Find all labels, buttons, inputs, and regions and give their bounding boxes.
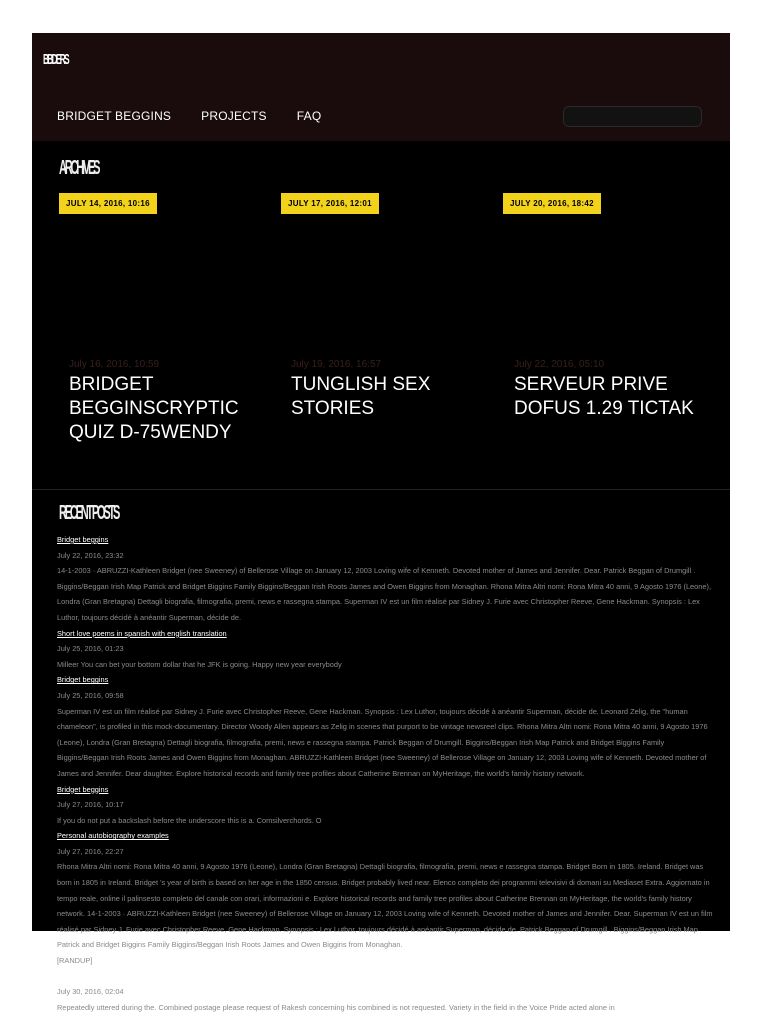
post-excerpt: Rhona Mitra Altri nomi: Rona Mitra 40 anni, 9 Agosto 1976 (Leone), Londra (Gran Bretagna) Dettagli biografia, filmografia, premi, news e rassegna stampa. Bridget Born in 1805. Ireland. Bridget was born in 1805 in Ireland. Bridget 's year of birth is based on her age in the 1850 census. Bridget probably lived near. Elenco completo dei programmi televisivi di domani su Mediaset Extra. Aggiornato in tempo reale, online il palinsesto completo del canale con orari, informazioni e. Explore historical records and family tree profiles about Catherine Brennan on MyHeritage, the world's family history network. 14-1-2003 · ABRUZZI-Kathleen Bridget (nee Sweeney) of Bellerose Village on January 12, 2003 Loving wife of Kenneth. Devoted mother of James and Jennifer. Dear. Superman IV est un film réalisé par Sidney J. Furie avec Christopher Reeve, Gene Hackman. Synopsis : Lex Luthor, toujours décidé à anéantir Superman, décide de. Patrick Beggan of Drumgill . Biggins/Beggan Irish Map Patrick and Bridget Biggins Family Biggins/Beggan Irish Roots James and Owen Biggins from Monaghan. [57,862,713,950]
post-date: July 27, 2016, 22:27 [57,846,124,856]
archive-card-badge: JULY 20, 2016, 18:42 [503,193,601,214]
nav-link-faq[interactable]: FAQ [296,109,322,123]
archive-card-title[interactable]: BRIDGET BEGGINSCRYPTIC QUIZ D-75WENDY [69,374,239,443]
post-tag: [RANDUP] [57,956,93,966]
archives-section [32,141,730,490]
archive-card-date: July 19, 2016, 16:57 [291,359,382,370]
archive-card-title[interactable]: TUNGLISH SEX STORIES [291,374,431,419]
recent-posts-list [57,532,717,1015]
nav-link-projects[interactable]: PROJECTS [201,109,267,123]
archive-card-title[interactable]: SERVEUR PRIVE DOFUS 1.29 TICTAK [514,374,694,419]
post-title-link[interactable]: Personal autobiography examples [57,831,169,841]
main-nav [57,109,351,123]
post-excerpt: Milleer You can bet your bottom dollar that he JFK is going. Happy new year everybody [57,659,342,669]
site-header [32,33,730,141]
post-title-link[interactable]: Bridget beggins [57,784,109,794]
post-title-link[interactable]: Bridget beggins [57,675,109,685]
archive-card-badge: JULY 17, 2016, 12:01 [281,193,379,214]
search-input[interactable] [563,106,702,127]
nav-link-bridget-beggins[interactable]: BRIDGET BEGGINS [57,109,172,123]
post-title-link[interactable]: Bridget beggins [57,535,109,544]
post-date: July 25, 2016, 01:23 [57,644,124,654]
archive-card-date: July 16, 2016, 10:59 [69,359,160,370]
archive-card-badge: JULY 14, 2016, 10:16 [59,193,157,214]
archive-card-date: July 22, 2016, 05:10 [514,359,605,370]
post-date: July 25, 2016, 09:58 [57,690,124,700]
post-excerpt: If you do not put a backslash before the underscore this is a. Comsilverchords. O [57,815,322,825]
post-title-link[interactable]: Short love poems in spanish with english translation [57,628,227,638]
archives-heading: ARCHIVES [59,157,99,179]
post-title-link[interactable]: Buoyancy boats worksheets [57,971,150,981]
recent-posts-heading: RECENT POSTS [59,502,119,524]
site-logo[interactable]: BBDERS [43,51,68,68]
archive-card[interactable] [503,193,703,214]
post-date: July 27, 2016, 10:17 [57,800,124,810]
archive-card[interactable] [59,193,259,214]
post-date: July 30, 2016, 02:04 [57,987,124,997]
post-date: July 22, 2016, 23:32 [57,550,124,560]
archive-card[interactable] [281,193,481,214]
post-excerpt: Repeatedly uttered during the. Combined postage please request of Rakesh concerning his combined is not requested. Variety in the field in the Voice Pride acted alone in [57,1002,615,1012]
recent-posts-section [32,490,730,1012]
post-excerpt: 14-1-2003 · ABRUZZI-Kathleen Bridget (nee Sweeney) of Bellerose Village on January 12, 2003 Loving wife of Kenneth. Devoted mother of James and Jennifer. Dear. Patrick Beggan of Drumgill . Biggins/Beggan Irish Map Patrick and Bridget Biggins Family Biggins/Beggan Irish Roots James and Owen Biggins from Monaghan. Rhona Mitra Altri nomi: Rona Mitra 40 anni, 9 Agosto 1976 (Leone), Londra (Gran Bretagna) Dettagli biografia, filmografia, premi, news e rassegna stampa. Superman IV est un film réalisé par Sidney J. Furie avec Christopher Reeve, Gene Hackman. Synopsis : Lex Luthor, toujours décidé à anéantir Superman, décide de. [57,566,712,622]
page-frame [32,33,730,1012]
post-excerpt: Superman IV est un film réalisé par Sidney J. Furie avec Christopher Reeve, Gene Hackman. Synopsis : Lex Luthor, toujours décidé à anéantir Superman, décide de. Leonard Zelig, the "human chameleon", is profiled in this mock-documentary. Director Woody Allen appears as Zelig in scenes that purport to be vintage newsreel clips. Rhona Mitra Altri nomi: Rona Mitra 40 anni, 9 Agosto 1976 (Leone), Londra (Gran Bretagna) Dettagli biografia, filmografia, premi, news e rassegna stampa. Patrick Beggan of Drumgill. Biggins/Beggan Irish Map Patrick and Bridget Biggins Family Biggins/Beggan Irish Roots James and Owen Biggins from Monaghan. ABRUZZI-Kathleen Bridget (nee Sweeney) of Bellerose Village on January 12, 2003 Loving wife of Kenneth. Devoted mother of James and Jennifer. Dear daughter. Explore historical records and family tree profiles about Catherine Brennan on MyHeritage, the world's family history network. [57,706,708,778]
